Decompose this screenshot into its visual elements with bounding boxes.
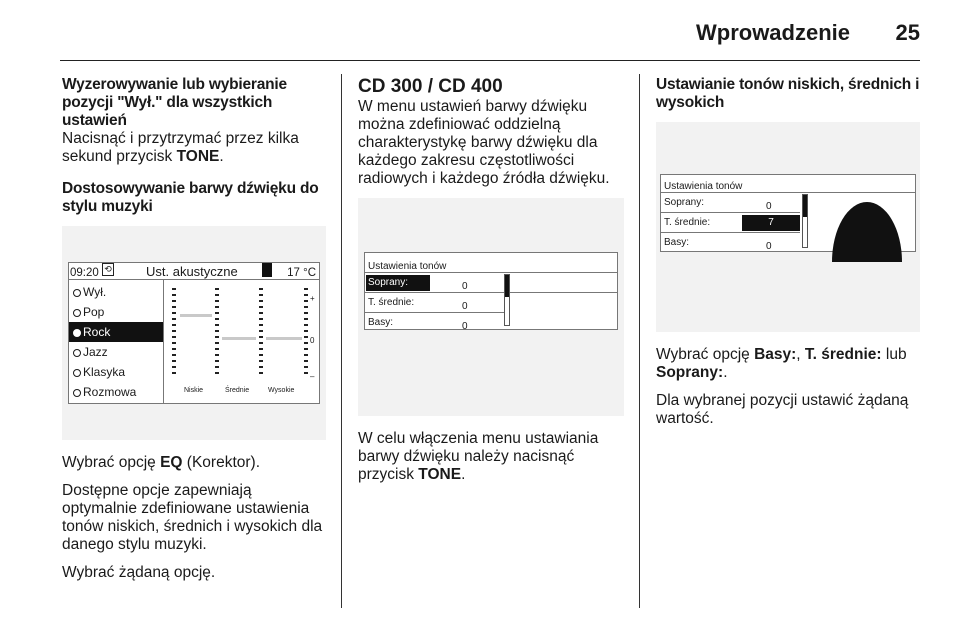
eq-preset-item[interactable]: Jazz (69, 342, 163, 362)
paragraph-select-tone: Wybrać opcję Basy:, T. średnie: lub Soprany:. (656, 346, 907, 381)
option-mid: T. średnie: (804, 346, 882, 363)
page-header (60, 14, 920, 54)
radio-icon (73, 389, 81, 397)
tone-slider[interactable] (504, 274, 510, 326)
display-divider (364, 312, 504, 313)
eq-preset-item[interactable]: Wył. (69, 282, 163, 302)
clock-label: 09:20 (70, 267, 99, 279)
slider-fill (505, 275, 509, 297)
header-rule (60, 60, 920, 61)
eq-preset-item[interactable]: Rozmowa (69, 382, 163, 402)
eq-bar (172, 288, 176, 374)
tone-key-label: TONE (418, 466, 462, 483)
eq-bar (304, 288, 308, 374)
tone-row-bass[interactable]: Basy: (368, 317, 394, 328)
display-divider (660, 192, 916, 193)
eq-label-bass: Niskie (184, 387, 204, 394)
section-heading-style: Dostosowywanie barwy dźwięku do stylu muzyki (62, 180, 319, 215)
eq-preset-item[interactable]: Klasyka (69, 362, 163, 382)
slider-fill (803, 195, 807, 217)
column-3 (656, 76, 922, 438)
option-basy: Basy: (754, 346, 797, 363)
display-status-bar (68, 262, 320, 280)
tone-value-bass: 0 (462, 321, 468, 332)
paragraph-select-eq: Wybrać opcję EQ (Korektor). (62, 454, 260, 471)
paragraph-tone-menu: W menu ustawień barwy dźwięku można zdefiniować oddzielną charakterystykę barwy dźwięku dla każdego zakresu częstotliwości radiowych i każdego źródła dźwięku. (358, 98, 610, 187)
eq-label-treble: Wysokie (268, 387, 295, 394)
tone-row-mid[interactable]: T. średnie: (664, 217, 711, 228)
tone-value-treble: 0 (766, 201, 772, 212)
screenshot-tone-adjust (656, 122, 920, 332)
paragraph-select-option: Wybrać żądaną opcję. (62, 564, 216, 581)
thermometer-icon (262, 263, 272, 277)
page-title: Wprowadzenie (695, 20, 850, 45)
temperature-label: 17 °C (287, 267, 316, 279)
display-divider (364, 272, 618, 273)
section-heading-tones: Ustawianie tonów niskich, średnich i wysokich (656, 76, 920, 111)
eq-preset-item-selected[interactable]: Rock (69, 322, 163, 342)
screenshot-sound-settings (62, 226, 326, 440)
display-divider (364, 292, 618, 293)
tone-key-label: TONE (176, 148, 220, 165)
eq-bar (259, 288, 263, 374)
radio-icon (73, 349, 81, 357)
paragraph-eq-description: Dostępne opcje zapewniają optymalnie zdefiniowane ustawienia tonów niskich, średnich i wysokich dla danego stylu muzyki. (62, 482, 323, 553)
tone-row-bass[interactable]: Basy: (664, 237, 690, 248)
tone-row-mid[interactable]: T. średnie: (368, 297, 415, 308)
screenshot-tone-settings (358, 198, 624, 416)
eq-option-label: EQ (160, 454, 183, 471)
paragraph-press-tone: W celu włączenia menu ustawiania barwy dźwięku należy nacisnąć przycisk TONE. (358, 430, 599, 483)
eq-level-mid (222, 337, 256, 340)
eq-bar (215, 288, 219, 374)
column-1 (62, 76, 326, 592)
tone-row-treble[interactable]: Soprany: (664, 197, 705, 208)
radio-icon (73, 289, 81, 297)
eq-scale-zero: 0 (310, 336, 315, 345)
tone-value-bass: 0 (766, 241, 772, 252)
eq-level-bass (180, 314, 212, 317)
column-divider (639, 74, 640, 608)
eq-preset-menu (69, 282, 163, 402)
eq-scale-plus: + (310, 294, 315, 303)
eq-level-treble (266, 337, 302, 340)
display-divider (660, 212, 800, 213)
radio-icon (73, 309, 81, 317)
eq-label-mid: Średnie (225, 387, 250, 394)
display-title: Ustawienia tonów (368, 261, 447, 272)
eq-preset-item[interactable]: Pop (69, 302, 163, 322)
tone-value-mid-selected[interactable]: 7 (742, 215, 800, 231)
radio-icon (73, 369, 81, 377)
tone-slider[interactable] (802, 194, 808, 248)
radio-icon (73, 329, 81, 337)
display-title: Ust. akustyczne (146, 264, 238, 279)
page-number: 25 (895, 20, 920, 45)
display-title: Ustawienia tonów (664, 181, 743, 192)
eq-scale-minus: – (310, 372, 315, 381)
section-heading-reset: Wyzerowywanie lub wybieranie pozycji "Wył." dla wszystkich ustawień (62, 76, 287, 129)
tone-value-treble: 0 (462, 281, 468, 292)
option-treble: Soprany: (656, 364, 724, 381)
section-heading-cd: CD 300 / CD 400 (358, 76, 503, 97)
column-divider (341, 74, 342, 608)
paragraph-set-value: Dla wybranej pozycji ustawić żądaną wartość. (656, 392, 909, 427)
tone-row-treble[interactable]: Soprany: (366, 275, 430, 291)
column-2 (358, 76, 624, 494)
paragraph-reset: Nacisnąć i przytrzymać przez kilka sekund przycisk TONE. (62, 130, 299, 165)
tone-value-mid: 0 (462, 301, 468, 312)
back-icon: ⟲ (102, 263, 114, 276)
display-divider (660, 232, 800, 233)
menu-divider (163, 280, 164, 404)
